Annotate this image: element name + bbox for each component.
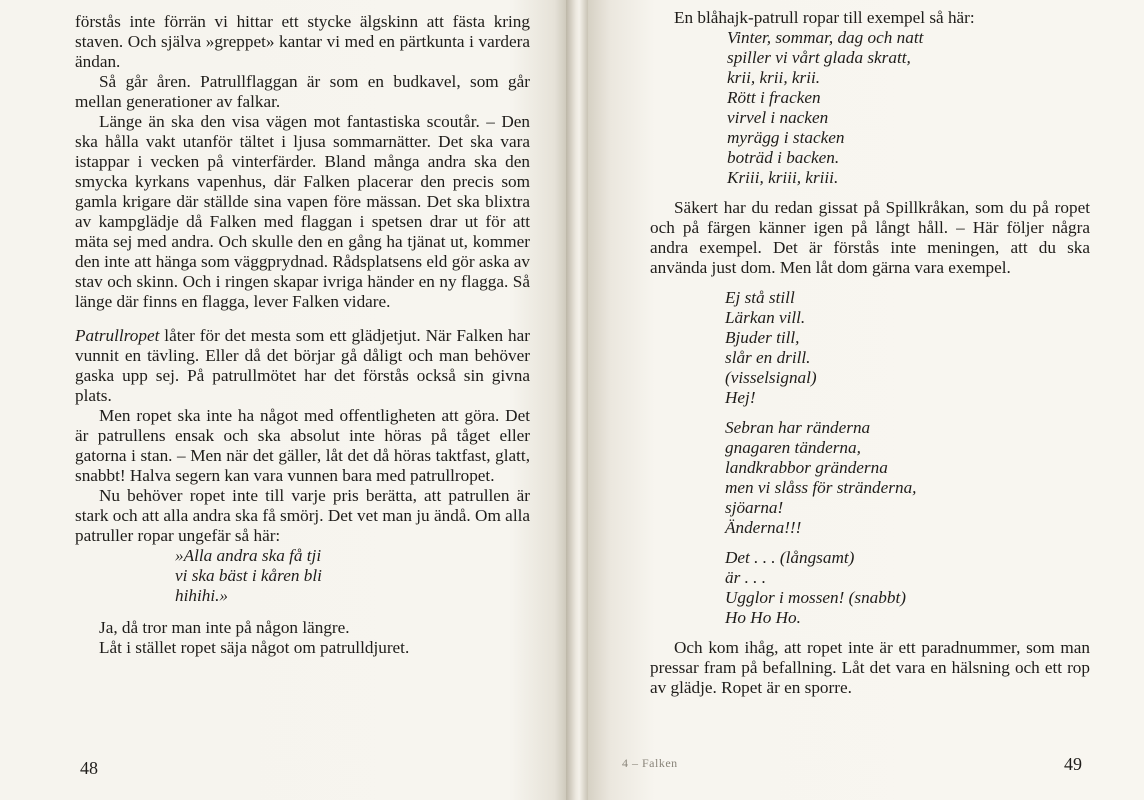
verse-line: Ugglor i mossen! (snabbt) xyxy=(725,588,906,607)
verse-line: »Alla andra ska få tji xyxy=(175,546,322,565)
verse-block xyxy=(725,288,1090,408)
paragraph: Nu behöver ropet inte till varje pris berätta, att patrullen är stark och att alla andra ska få smörj. Det vet man ju ändå. Om alla patruller ropar ungefär så här: xyxy=(75,486,530,545)
verse-line: hihihi.» xyxy=(175,586,228,605)
chapter-footer: 4 – Falken xyxy=(622,756,678,770)
verse-line: krii, krii, krii. xyxy=(727,68,821,87)
paragraph: Och kom ihåg, att ropet inte är ett paradnummer, som man pressar fram på befallning. Låt det vara en hälsning och ett rop av glädje. Ropet är en sporre. xyxy=(650,638,1090,697)
left-page xyxy=(0,0,566,800)
verse-line: boträd i backen. xyxy=(727,148,840,167)
paragraph: En blåhajk-patrull ropar till exempel så här: xyxy=(674,8,975,27)
verse-line: Hej! xyxy=(725,388,756,407)
verse-line: Kriii, kriii, kriii. xyxy=(727,168,839,187)
text-line: Ja, då tror man inte på någon längre. xyxy=(99,618,350,637)
verse-line: spiller vi vårt glada skratt, xyxy=(727,48,911,67)
verse-line: Det . . . (långsamt) xyxy=(725,548,855,567)
verse-line: Rött i fracken xyxy=(727,88,821,107)
verse-line: (visselsignal) xyxy=(725,368,817,387)
verse-line: Ho Ho Ho. xyxy=(725,608,801,627)
verse-block xyxy=(725,418,1090,538)
text-line: Låt i stället ropet säja något om patrulldjuret. xyxy=(99,638,410,657)
verse-line: virvel i nacken xyxy=(727,108,829,127)
verse-line: Bjuder till, xyxy=(725,328,800,347)
verse-block xyxy=(727,28,1090,188)
book-gutter xyxy=(566,0,588,800)
verse-line: Änderna!!! xyxy=(725,518,802,537)
paragraph: Men ropet ska inte ha något med offentligheten att göra. Det är patrullens ensak och ska absolut inte höras på tåget eller gatorna i stan. – Men när det gäller, låt det då höras taktfast, glatt, snabbt! Halva segern kan vara vunnen bara med patrullropet. xyxy=(75,406,530,485)
verse-line: landkrabbor gränderna xyxy=(725,458,888,477)
paragraph: Länge än ska den visa vägen mot fantastiska scoutår. – Den ska hålla vakt utanför tältet i ljusa sommarnätter. Det ska vara istappar i vecken på vinterfärder. Bland många andra ska den smycka kyrkans vapenhus, där Falken placerar den precis som gamla krigare där ställde sina vapen före mässan. Det ska blixtra av kampglädje då Falken med flaggan i spetsen drar ut för att mäta sej med andra. Och skulle den en gång ha tjänat ut, kommer den inte att hänga som väggprydnad. Rådsplatsens eld gör aska av stav och skinn. Och i ringen skapar ivriga händer en ny flagga. Så länge där finns en flagga, lever Falken vidare. xyxy=(75,112,530,311)
verse-block xyxy=(725,548,1090,628)
verse-line: slår en drill. xyxy=(725,348,811,367)
page-number: 48 xyxy=(80,758,98,778)
section-paragraph xyxy=(75,326,530,406)
verse-line: Vinter, sommar, dag och natt xyxy=(727,28,924,47)
after-verse xyxy=(99,618,530,658)
verse-line: Lärkan vill. xyxy=(725,308,806,327)
paragraph: förstås inte förrän vi hittar ett stycke älgskinn att fästa kring staven. Och själva »greppet» kantar vi med en pärtkunta i vardera ändan. xyxy=(75,12,530,71)
verse-line: myrägg i stacken xyxy=(727,128,845,147)
section-intro: låter för det mesta som ett glädjetjut. När Falken har vunnit en tävling. Eller då det börjar gå dåligt och man behöver gaska upp sej. På patrullmötet har det förstås också sin givna plats. xyxy=(75,326,530,405)
verse-line: men vi slåss för stränderna, xyxy=(725,478,917,497)
right-page xyxy=(588,0,1144,800)
section-label: Patrullropet xyxy=(75,326,160,345)
verse-block xyxy=(175,546,530,606)
left-page-text xyxy=(75,12,530,658)
verse-line: sjöarna! xyxy=(725,498,784,517)
paragraph: Säkert har du redan gissat på Spillkråkan, som du på ropet och på färgen känner igen på långt håll. – Här följer några andra exempel. Det är förstås inte meningen, att du ska använda just dom. Men låt dom gärna vara exempel. xyxy=(650,198,1090,277)
verse-line: Sebran har ränderna xyxy=(725,418,871,437)
paragraph: Så går åren. Patrullflaggan är som en budkavel, som går mellan generationer av falkar. xyxy=(75,72,530,111)
right-page-text xyxy=(650,8,1090,698)
verse-line: Ej stå still xyxy=(725,288,795,307)
verse-line: gnagaren tänderna, xyxy=(725,438,861,457)
verse-line: är . . . xyxy=(725,568,767,587)
verse-line: vi ska bäst i kåren bli xyxy=(175,566,322,585)
page-number: 49 xyxy=(1064,754,1082,774)
